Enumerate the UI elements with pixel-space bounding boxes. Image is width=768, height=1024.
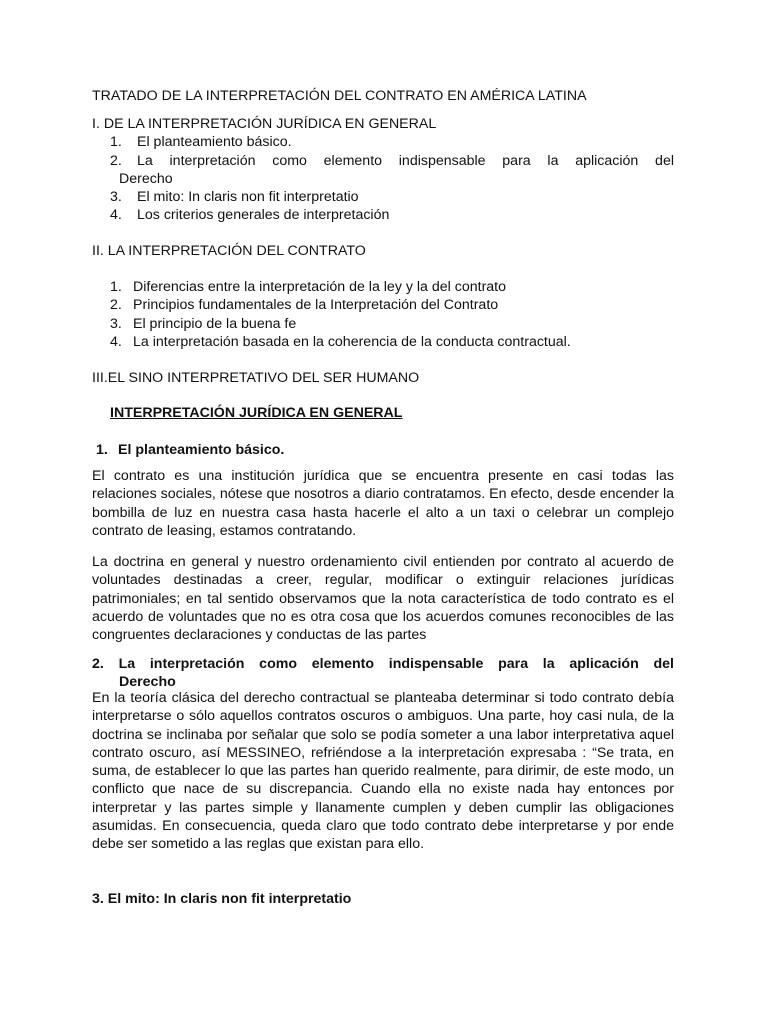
list-item-number: 1. [110,134,122,151]
section-3-label: III.EL SINO INTERPRETATIVO DEL SER HUMANO [92,370,420,386]
list-item [110,315,674,333]
heading-number: 1. [96,442,108,458]
section-1-label: I. DE LA INTERPRETACIÓN JURÍDICA EN GENERAL [92,116,437,132]
heading-2-line-1: 2. La interpretación como elemento indispensable para la aplicación del [92,656,674,672]
list-item [110,333,674,351]
list-item-number: 4. [110,207,122,224]
section-2-label: II. LA INTERPRETACIÓN DEL CONTRATO [92,243,366,259]
document-title: TRATADO DE LA INTERPRETACIÓN DEL CONTRATO EN AMÉRICA LATINA [92,88,587,104]
list-item-text: La interpretación basada en la coherencia de la conducta contractual. [133,333,571,350]
list-item [110,278,674,296]
heading-2 [92,655,674,692]
heading-text: El planteamiento básico. [118,442,285,458]
main-heading: INTERPRETACIÓN JURÍDICA EN GENERAL [110,405,403,421]
list-item-text: Principios fundamentales de la Interpretación del Contrato [133,297,499,314]
list-item-text: Diferencias entre la interpretación de la ley y la del contrato [133,279,507,295]
list-item [110,296,674,314]
list-item [92,133,674,151]
list-item [92,152,674,170]
list-item-text: El principio de la buena fe [133,315,297,332]
list-item-number: 3. [110,315,122,332]
heading-1 [96,441,284,459]
list-item-number: 2. [110,152,122,169]
section-2-list [110,278,674,351]
list-item [92,206,674,224]
heading-2-line-2: Derecho [119,674,176,691]
paragraph-3: En la teoría clásica del derecho contractual se planteaba determinar si todo contrato debía interpretarse o sólo aquellos contratos oscuros o ambiguos. Una parte, hoy casi nula, de la doctrina se inclinaba por señalar que solo se podía someter a una labor interpretativa aquel contrato oscuro, así MESSINEO, refriéndose a la interpretación expresaba : “Se trata, en suma, de establecer lo que las partes han querido realmente, para dirimir, de este modo, un conflicto que nace de su discrepancia. Cuando ella no existe nada hay entonces por interpretar y las partes simple y llanamente cumplen y deben cumplir las obligaciones asumidas. En consecuencia, queda claro que todo contrato debe interpretarse y por ende debe ser sometido a las reglas que existan para ello. [92,690,674,853]
paragraph-1: El contrato es una institución jurídica que se encuentra presente en casi todas las relaciones sociales, nótese que nosotros a diario contratamos. En efecto, desde encender la bombilla de luz en nuestra casa hasta hacerle el alto a un taxi o celebrar un complejo contrato de leasing, estamos contratando. [92,468,674,539]
list-item-text: Los criterios generales de interpretación [137,207,390,224]
list-item-text: El mito: In claris non fit interpretatio [137,189,359,206]
list-item-continuation [92,170,674,188]
heading-3: 3. El mito: In claris non fit interpretatio [92,891,352,907]
list-item [92,188,674,206]
list-item-number: 2. [110,297,122,314]
list-item-number: 3. [110,189,122,206]
list-item-number: 1. [110,279,122,295]
section-1 [92,115,674,225]
list-item-text: Derecho [119,170,173,187]
list-item-number: 4. [110,333,122,350]
list-item-text: La interpretación como elemento indispensable para la aplicación del [137,152,674,169]
list-item-text: El planteamiento básico. [137,134,292,151]
paragraph-2: La doctrina en general y nuestro ordenamiento civil entienden por contrato al acuerdo de voluntades destinadas a creer, regular, modificar o extinguir relaciones jurídicas patrimoniales; en tal sentido observamos que la nota característica de todo contrato es el acuerdo de voluntades que no es otra cosa que los acuerdos comunes reconocibles de las congruentes declaraciones y conductas de las partes [92,554,674,644]
